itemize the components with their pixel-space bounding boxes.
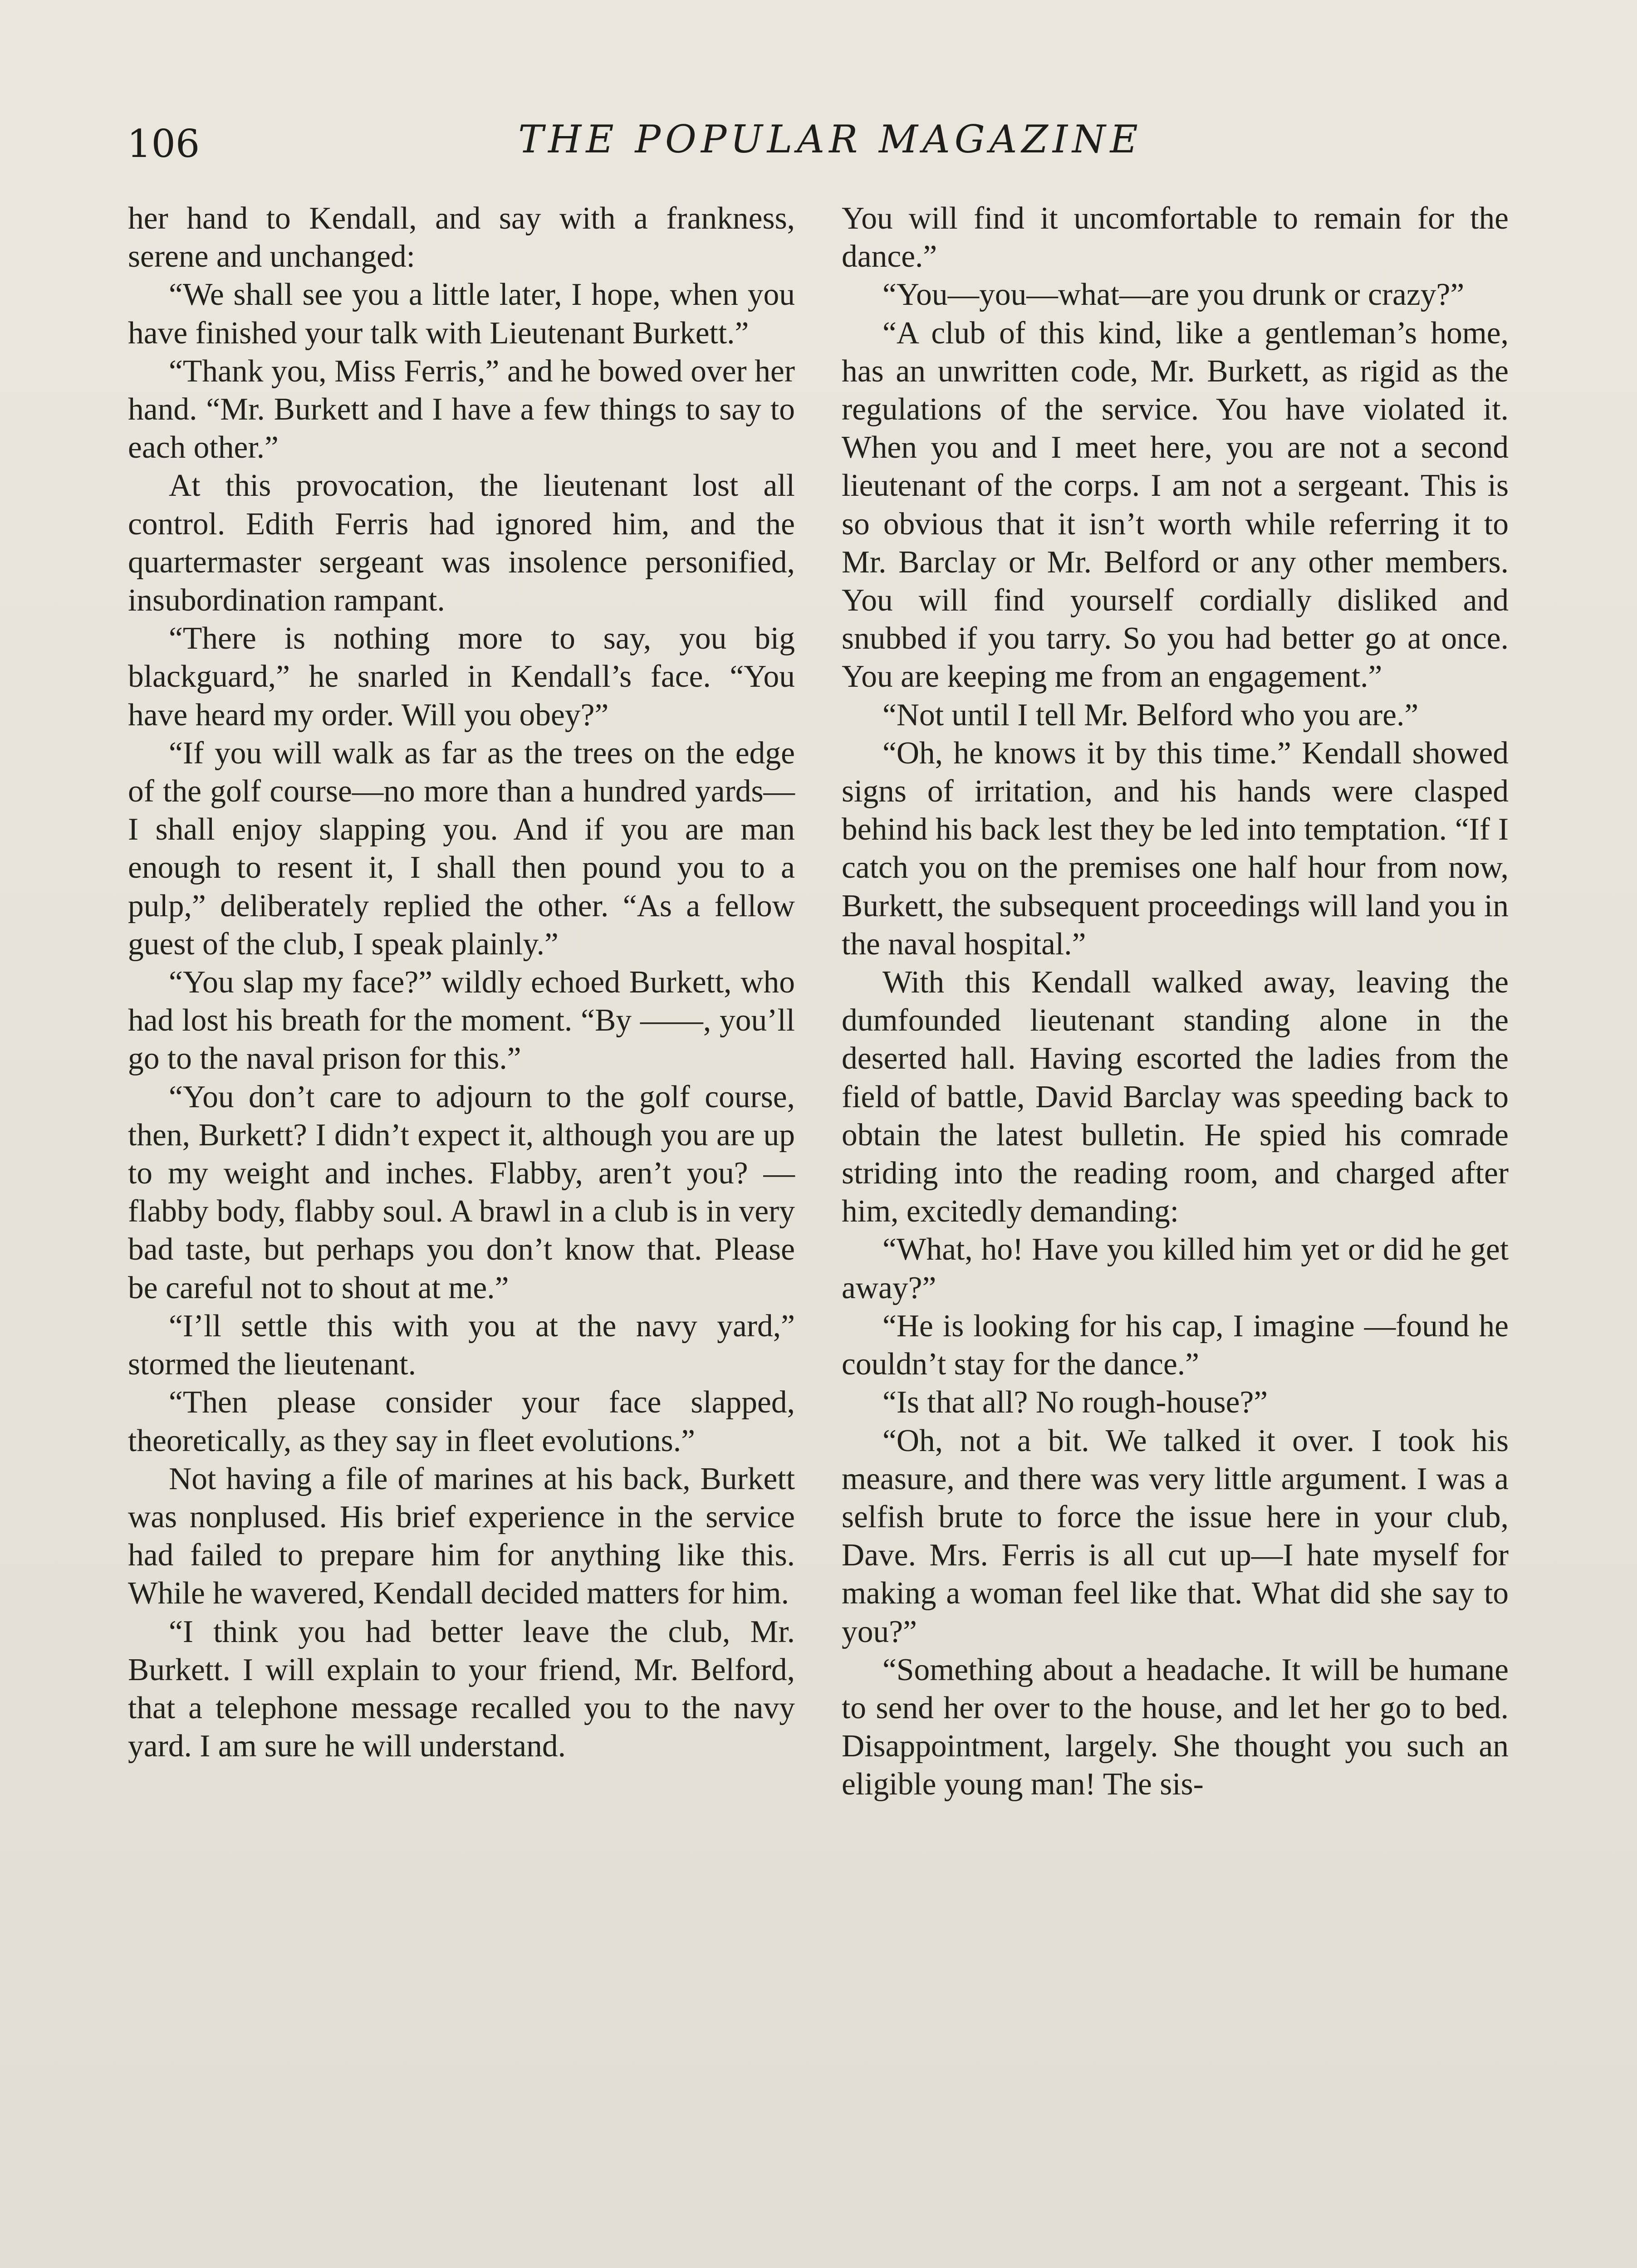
paragraph: her hand to Kendall, and say with a frankness, serene and unchanged: xyxy=(128,201,795,274)
paragraph: “If you will walk as far as the trees on the edge of the golf course—no more than a hundred yards—I shall enjoy slapping you. And if you are man enough to resent it, I shall then pound you to a pulp,” deliberately replied the other. “As a fellow guest of the club, I speak plainly.” xyxy=(128,735,795,962)
running-title: THE POPULAR MAGAZINE xyxy=(518,117,1142,161)
paragraph: “There is nothing more to say, you big blackguard,” he snarled in Kendall’s face. “You have heard my order. Will you obey?” xyxy=(128,621,795,733)
paragraph: “Oh, not a bit. We talked it over. I took his measure, and there was very little argument. I was a selfish brute to force the issue here in your club, Dave. Mrs. Ferris is all cut up—I hate myself for making a woman feel like that. What did she say to you?” xyxy=(842,1423,1509,1649)
paragraph: “I’ll settle this with you at the navy yard,” stormed the lieutenant. xyxy=(128,1308,795,1382)
paragraph: With this Kendall walked away, leaving the dumfounded lieutenant standing alone in the deserted hall. Having escorted the ladies from the field of battle, David Barclay was speeding back to obtain the latest bulletin. He spied his comrade striding into the reading room, and charged after him, excitedly demanding: xyxy=(842,965,1509,1229)
paragraph: “Something about a headache. It will be humane to send her over to the house, and let her go to bed. Disappointment, largely. She thought you such an eligible young man! The sis- xyxy=(842,1652,1509,1802)
paragraph: “You—you—what—are you drunk or crazy?” xyxy=(882,277,1465,313)
paragraph: “You slap my face?” wildly echoed Burkett, who had lost his breath for the moment. “By ——, you’ll go to the naval prison for this.” xyxy=(128,965,795,1076)
paragraph: “Is that all? No rough-house?” xyxy=(882,1385,1268,1420)
paragraph: “Thank you, Miss Ferris,” and he bowed over her hand. “Mr. Burkett and I have a few things to say to each other.” xyxy=(128,353,795,465)
paragraph: At this provocation, the lieutenant lost all control. Edith Ferris had ignored him, and the quartermaster sergeant was insolence personified, insubordination rampant. xyxy=(128,468,795,618)
paragraph: “You don’t care to adjourn to the golf course, then, Burkett? I didn’t expect it, although you are up to my weight and inches. Flabby, aren’t you? —flabby body, flabby soul. A brawl in a club is in very bad taste, but perhaps you don’t know that. Please be careful not to shout at me.” xyxy=(128,1079,795,1305)
paragraph: “Oh, he knows it by this time.” Kendall showed signs of irritation, and his hands were clasped behind his back lest they be led into temptation. “If I catch you on the premises one half hour from now, Burkett, the subsequent proceedings will land you in the naval hospital.” xyxy=(842,735,1509,962)
paragraph: “We shall see you a little later, I hope, when you have finished your talk with Lieutenant Burkett.” xyxy=(128,277,795,351)
page-header xyxy=(127,117,1511,176)
paragraph: Not having a file of marines at his back, Burkett was nonplused. His brief experience in the service had failed to prepare him for anything like this. While he wavered, Kendall decided matters for him. xyxy=(128,1461,795,1611)
paragraph: “A club of this kind, like a gentleman’s home, has an unwritten code, Mr. Burkett, as rigid as the regulations of the service. You have violated it. When you and I meet here, you are not a second lieutenant of the corps. I am not a sergeant. This is so obvious that it isn’t worth while referring it to Mr. Barclay or Mr. Belford or any other members. You will find yourself cordially disliked and snubbed if you tarry. So you had better go at once. You are keeping me from an engagement.” xyxy=(842,315,1509,694)
paragraph: “What, ho! Have you killed him yet or did he get away?” xyxy=(842,1232,1509,1305)
page-number: 106 xyxy=(127,122,200,166)
paragraph: “Not until I tell Mr. Belford who you are.” xyxy=(882,697,1419,733)
paragraph: “Then please consider your face slapped, theoretically, as they say in fleet evolutions.” xyxy=(128,1385,795,1458)
paragraph: “He is looking for his cap, I imagine —found he couldn’t stay for the dance.” xyxy=(842,1308,1509,1382)
text-column-right xyxy=(842,200,1509,1804)
text-column-left xyxy=(128,200,795,1765)
paragraph: “I think you had better leave the club, Mr. Burkett. I will explain to your friend, Mr. Belford, that a telephone message recalled you to the navy yard. I am sure he will understand. xyxy=(128,1614,795,1764)
paragraph: You will find it uncomfortable to remain for the dance.” xyxy=(842,201,1509,274)
